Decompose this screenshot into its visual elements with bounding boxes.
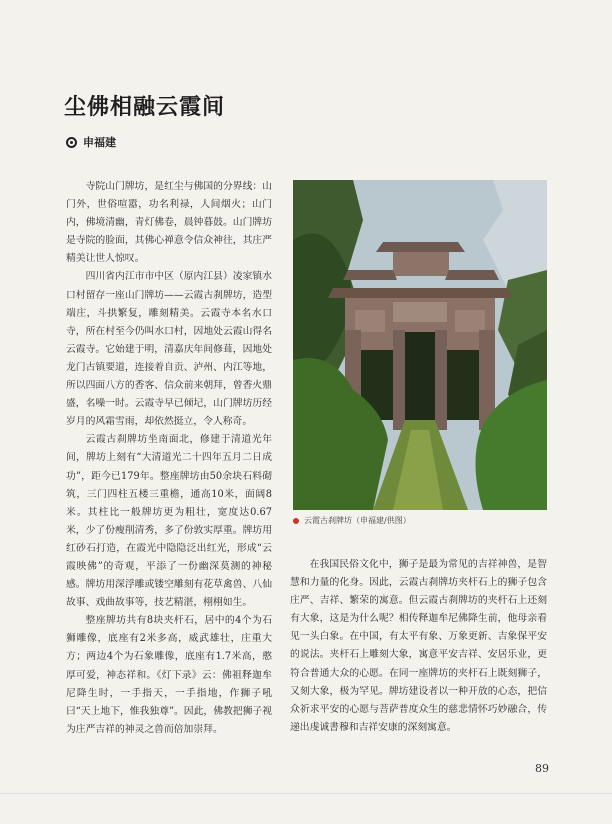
- archway-photo: [293, 180, 547, 510]
- footer-divider: [0, 793, 612, 794]
- caption-bullet-icon: [293, 518, 299, 524]
- paragraph: 在我国民俗文化中，狮子是最为常见的吉祥神兽，是智慧和力量的化身。因此，云霞古刹牌坊夹杆石上的狮子包含庄严、吉祥、繁荣的寓意。但云霞古刹牌坊的夹杆石上还刻有大象，这是为什么呢？相传释迦牟尼佛降生前，他母亲看见一头白象。在中国，有太平有象、万象更新、吉象保平安的说法。夹杆石上雕刻大象，寓意平安吉祥、安居乐业，更符合普通大众的心愿。在同一座牌坊的夹杆石上既刻狮子，又刻大象，极为罕见。牌坊建设者以一种开放的心态，把信众祈求平安的心愿与菩萨普度众生的慈悲情怀巧妙融合，传递出虔诚書穆和吉祥安康的深刻寓意。: [290, 559, 547, 733]
- author-name: 申福建: [83, 136, 116, 149]
- paragraph: 云霞古刹牌坊坐南面北，修建于清道光年间，牌坊上刻有“大清道光二十四年五月二日成功”，距今已179年。整座牌坊由50余块石料砌筑，三门四柱五楼三重檐，通高10米，面阔8米。其柱比一般牌坊更为粗壮，宽度达0.67米，少了份瘦削清秀，多了份敦实厚重。牌坊用红砂石打造，在霞光中隐隐泛出红光，形成“云霞映佛”的奇观，平添了一份幽深莫测的神秘感。牌坊用深浮雕或镂空雕刻有花草禽兽、八仙故事、戏曲故事等，技艺精湛，栩栩如生。: [66, 434, 272, 609]
- archway-photo-illustration: [293, 180, 547, 510]
- paragraph: 寺院山门牌坊，是红尘与佛国的分界线：山门外，世俗喧嚣，功名利禄，人间烟火；山门内，佛境清幽，青灯佛卷，晨钟暮鼓。山门牌坊是寺院的脸面，其佛心禅意令信众神往，其庄严精美让世人惊叹。: [66, 181, 272, 265]
- author-byline: [66, 134, 116, 150]
- caption-text: 云霞古刹牌坊（申福建/供图）: [304, 516, 411, 525]
- paragraph: 整座牌坊共有8块夹杆石，居中的4个为石狮雕像，底座有2米多高，威武雄壮，庄重大方；两边4个为石象雕像，底座有1.7米高，憨厚可爱，神态祥和。《灯下录》云：佛祖释迦牟尼降生时，一手指天，一手指地，作狮子吼曰“天上地下，惟我独尊”。因此，佛教把狮子视为庄严吉祥的神灵之兽而倍加崇拜。: [66, 615, 272, 735]
- right-text-column: [290, 556, 547, 737]
- article-title: 尘佛相融云霞间: [64, 95, 226, 120]
- paragraph: 四川省内江市市中区（原内江县）凌家镇水口村留存一座山门牌坊——云霞古刹牌坊，造型端庄，斗拱繁复，雕刻精美。云霞寺本名水口寺，所在村至今仍叫水口村，因地处云霞山得名云霞寺。它始建于明，清嘉庆年间修葺，因地处龙门古镇要道，连接着自贡、泸州、内江等地，所以四面八方的香客、信众前来朝拜，曾香火鼎盛，名噪一时。云霞寺早已倾圮，山门牌坊历经岁月的风霜雪雨，却依然挺立，令人称奇。: [66, 271, 272, 428]
- left-text-column: [66, 178, 272, 739]
- circle-bullet-icon: [66, 137, 77, 148]
- page-number: 89: [535, 762, 549, 775]
- photo-caption: [293, 515, 411, 526]
